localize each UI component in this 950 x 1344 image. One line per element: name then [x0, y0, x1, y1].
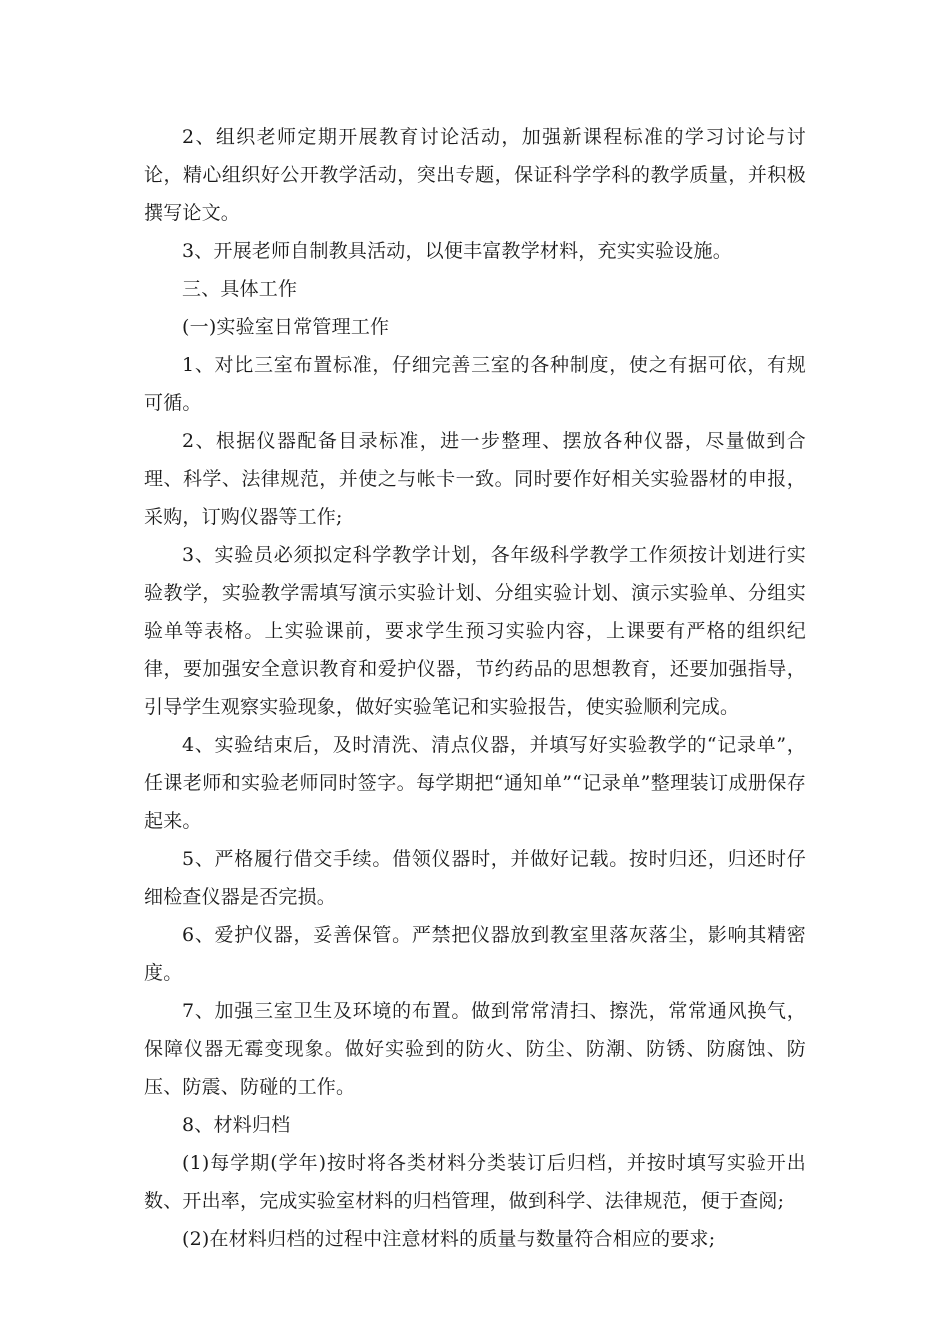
paragraph-item-5: 5、严格履行借交手续。借领仪器时，并做好记载。按时归还，归还时仔细检查仪器是否完损。 — [144, 848, 806, 908]
paragraph-item-7: 7、加强三室卫生及环境的布置。做到常常清扫、擦洗，常常通风换气，保障仪器无霉变现象。做好实验到的防火、防尘、防潮、防锈、防腐蚀、防压、防震、防碰的工作。 — [144, 1000, 806, 1098]
section-heading-specific-work: 三、具体工作 — [182, 278, 298, 300]
paragraph-teaching-aids: 3、开展老师自制教具活动，以便丰富教学材料，充实实验设施。 — [182, 240, 732, 262]
subsection-heading-lab-management: (一)实验室日常管理工作 — [182, 316, 390, 338]
paragraph-item-3: 3、实验员必须拟定科学教学计划，各年级科学教学工作须按计划进行实验教学，实验教学需填写演示实验计划、分组实验计划、演示实验单、分组实验单等表格。上实验课前，要求学生预习实验内容，上课要有严格的组织纪律，要加强安全意识教育和爱护仪器，节约药品的思想教育，还要加强指导，引导学生观察实验现象，做好实验笔记和实验报告，使实验顺利完成。 — [144, 544, 806, 718]
paragraph-training-activities: 2、组织老师定期开展教育讨论活动，加强新课程标准的学习讨论与讨论，精心组织好公开教学活动，突出专题，保证科学学科的教学质量，并积极撰写论文。 — [144, 126, 806, 224]
paragraph-item-6: 6、爱护仪器，妥善保管。严禁把仪器放到教室里落灰落尘，影响其精密度。 — [144, 924, 806, 984]
paragraph-item-4: 4、实验结束后，及时清洗、清点仪器，并填写好实验教学的“记录单”，任课老师和实验老师同时签字。每学期把“通知单”“记录单”整理装订成册保存起来。 — [144, 734, 806, 832]
paragraph-item-2: 2、根据仪器配备目录标准，进一步整理、摆放各种仪器，尽量做到合理、科学、法律规范，并使之与帐卡一致。同时要作好相关实验器材的申报，采购，订购仪器等工作; — [144, 430, 806, 528]
paragraph-item-8-heading: 8、材料归档 — [182, 1114, 291, 1136]
paragraph-item-1: 1、对比三室布置标准，仔细完善三室的各种制度，使之有据可依，有规可循。 — [144, 354, 806, 414]
paragraph-subitem-2: (2)在材料归档的过程中注意材料的质量与数量符合相应的要求; — [182, 1228, 716, 1250]
document-body — [144, 118, 806, 1258]
paragraph-subitem-1: (1)每学期(学年)按时将各类材料分类装订后归档，并按时填写实验开出数、开出率，完成实验室材料的归档管理，做到科学、法律规范，便于查阅; — [144, 1152, 806, 1212]
